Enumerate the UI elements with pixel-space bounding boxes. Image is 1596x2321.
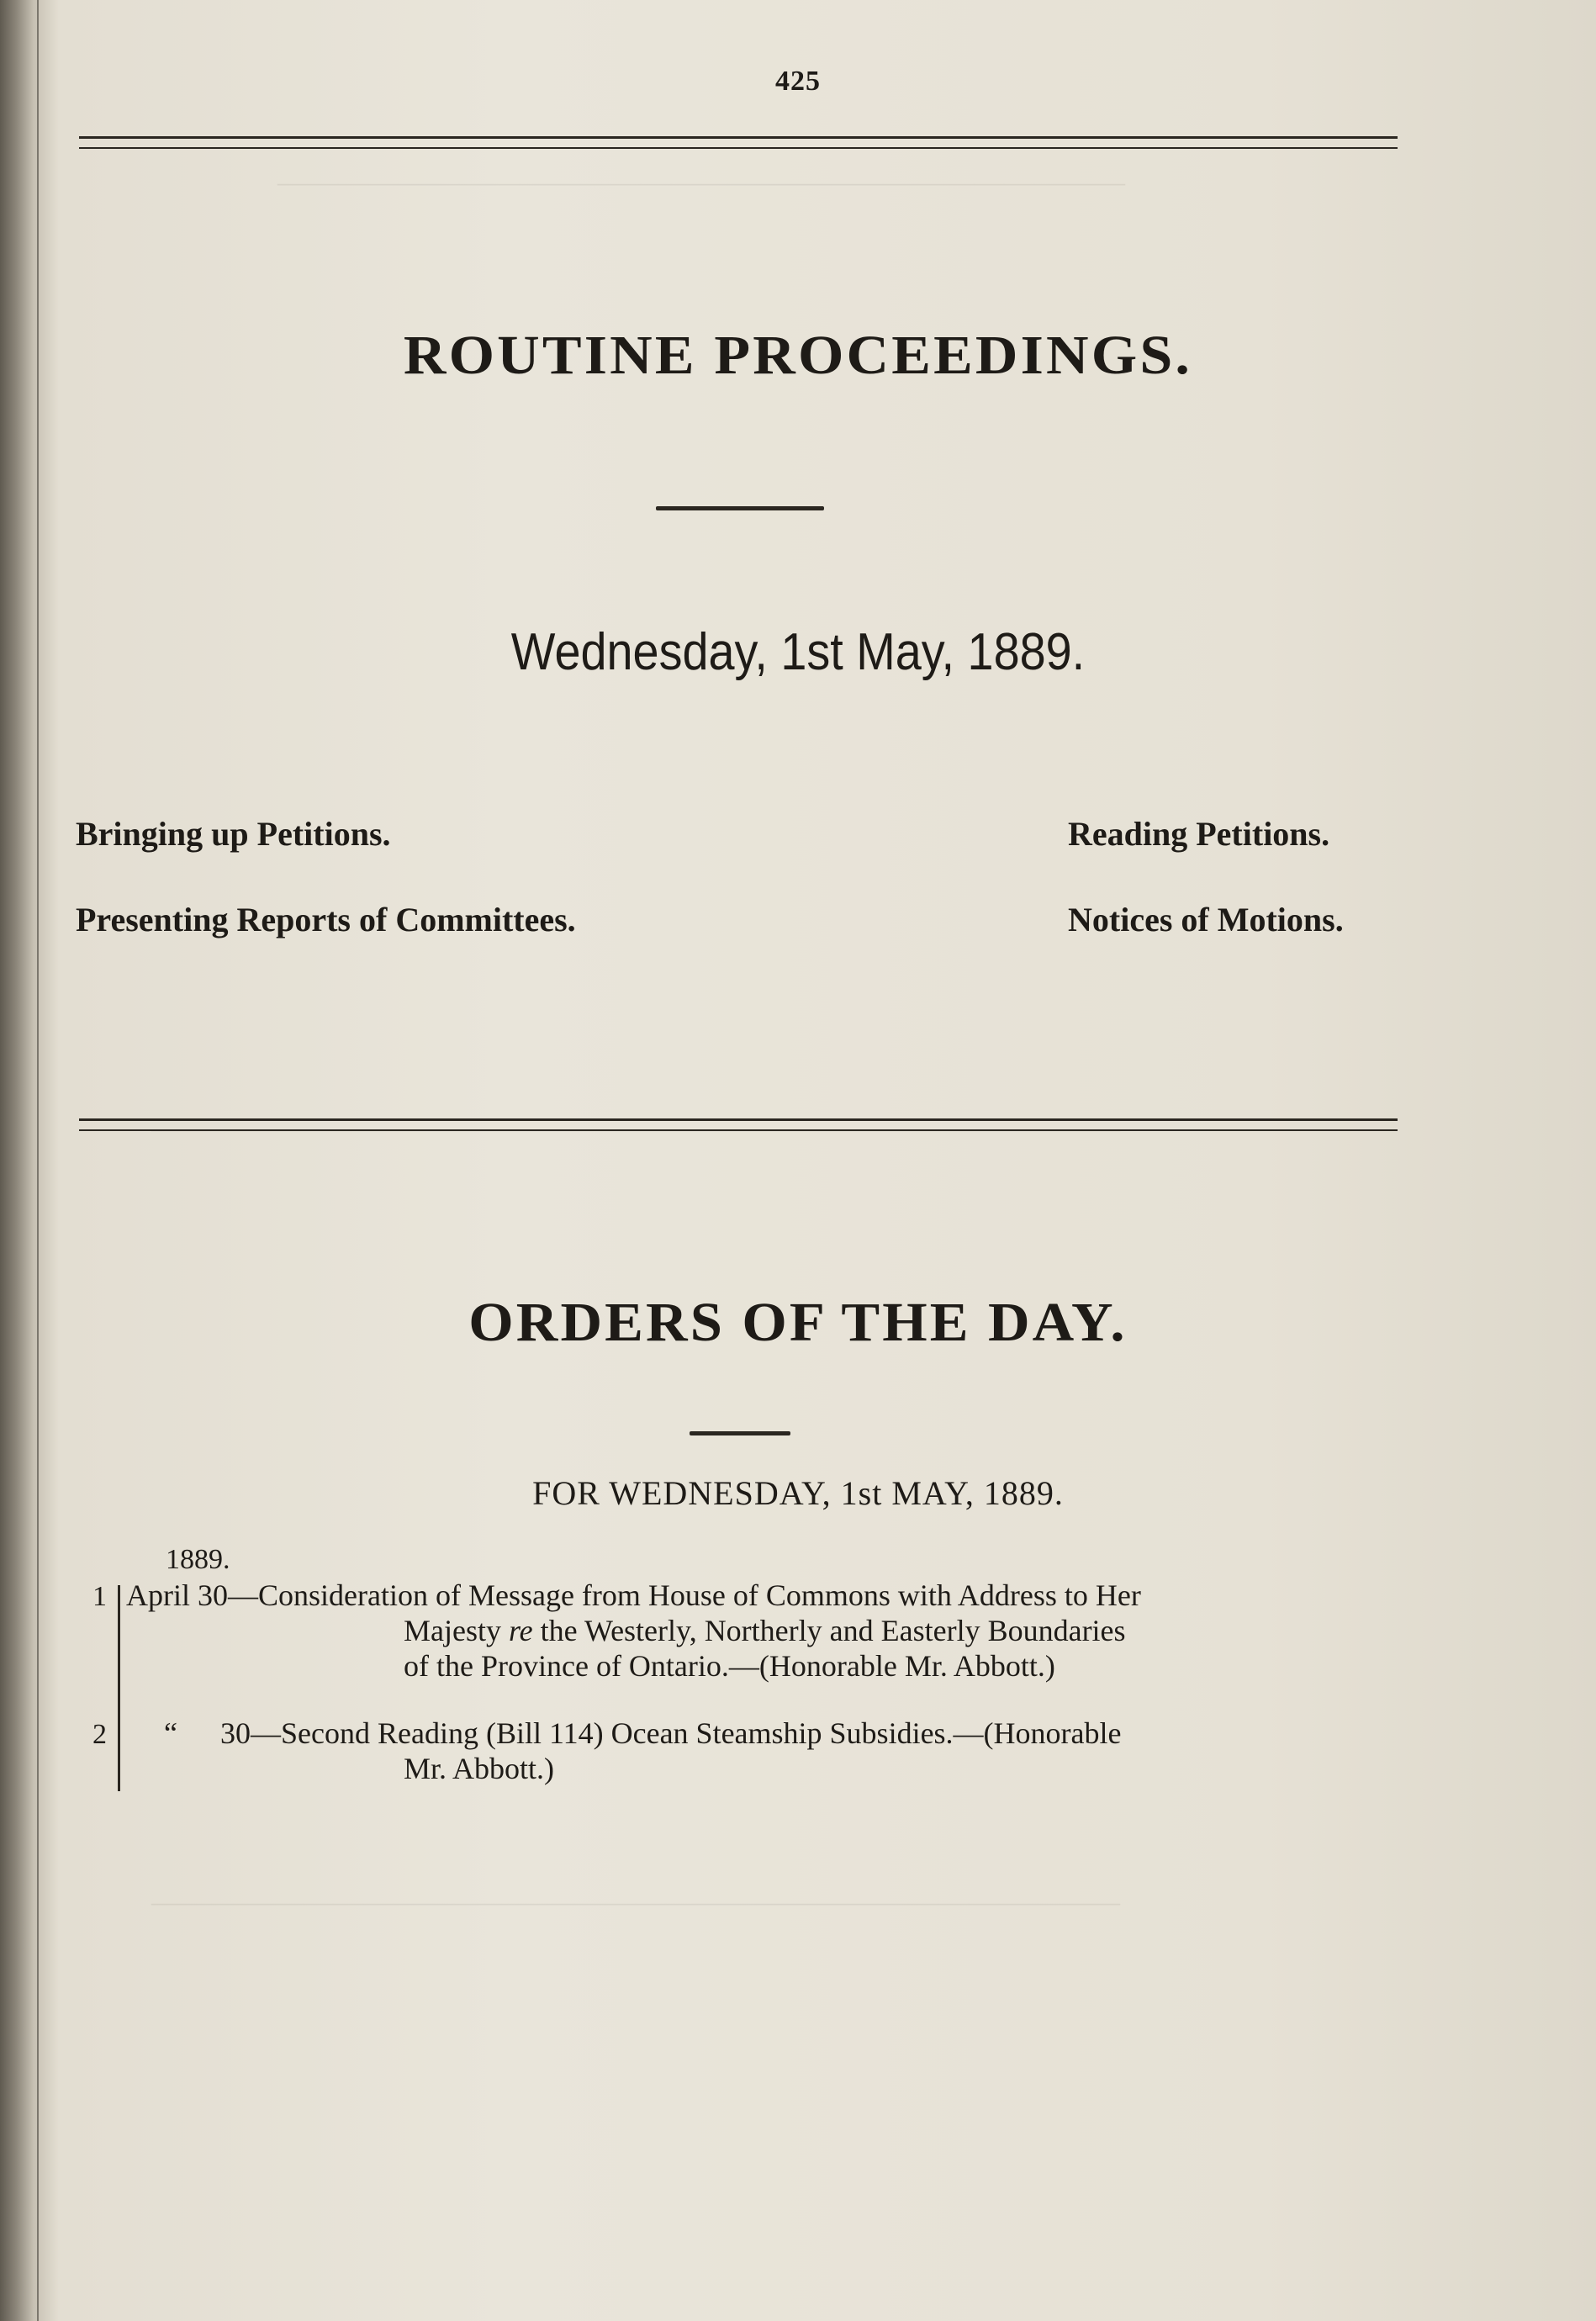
section-divider: [656, 506, 824, 510]
routine-item-notices-of-motions: Notices of Motions.: [1068, 901, 1344, 938]
order-text-segment: the Westerly, Northerly and Easterly Boundaries: [532, 1614, 1126, 1647]
order-entry-2-line-1: [220, 1716, 1122, 1751]
order-description: Second Reading (Bill 114) Ocean Steamship Subsidies.—(Honorable: [281, 1716, 1122, 1750]
bleed-through-text: ————————————————————————————————: [151, 1885, 1120, 1918]
order-text-italic: re: [508, 1614, 533, 1647]
year-label: 1889.: [166, 1544, 230, 1575]
section-divider: [690, 1431, 790, 1435]
routine-item-reading-petitions: Reading Petitions.: [1068, 815, 1330, 853]
sitting-date: Wednesday, 1st May, 1889.: [510, 623, 1086, 681]
order-text-segment: Majesty: [404, 1614, 509, 1647]
order-entry-1-line-3: of the Province of Ontario.—(Honorable Mr. Abbott.): [404, 1649, 1055, 1683]
ditto-mark: “: [164, 1716, 177, 1750]
bleed-through-text: ————————————————————————————————: [151, 1111, 1120, 1145]
orders-date-subheading: FOR WEDNESDAY, 1st MAY, 1889.: [532, 1474, 1064, 1512]
order-description: Consideration of Message from House of Commons with Address to Her: [258, 1578, 1141, 1612]
routine-item-bringing-up-petitions: Bringing up Petitions.: [76, 815, 391, 853]
routine-proceedings-heading: ROUTINE PROCEEDINGS.: [403, 325, 1193, 386]
middle-double-rule: [79, 1118, 1398, 1131]
bleed-through-text: ————————————————————————————: [277, 165, 1125, 198]
routine-item-presenting-reports: Presenting Reports of Committees.: [76, 901, 576, 938]
order-number: 2: [92, 1719, 107, 1750]
page-number: 425: [775, 66, 821, 97]
order-date: April 30—: [126, 1578, 258, 1612]
order-entry-1-line-1: [126, 1578, 1141, 1613]
order-number-bracket: [118, 1585, 120, 1791]
order-date: 30—: [220, 1716, 281, 1750]
top-double-rule: [79, 136, 1398, 149]
orders-of-the-day-heading: ORDERS OF THE DAY.: [468, 1292, 1128, 1353]
order-entry-1-line-2: [404, 1613, 1126, 1648]
order-entry-2-line-2: Mr. Abbott.): [404, 1752, 555, 1785]
order-number: 1: [92, 1581, 107, 1612]
